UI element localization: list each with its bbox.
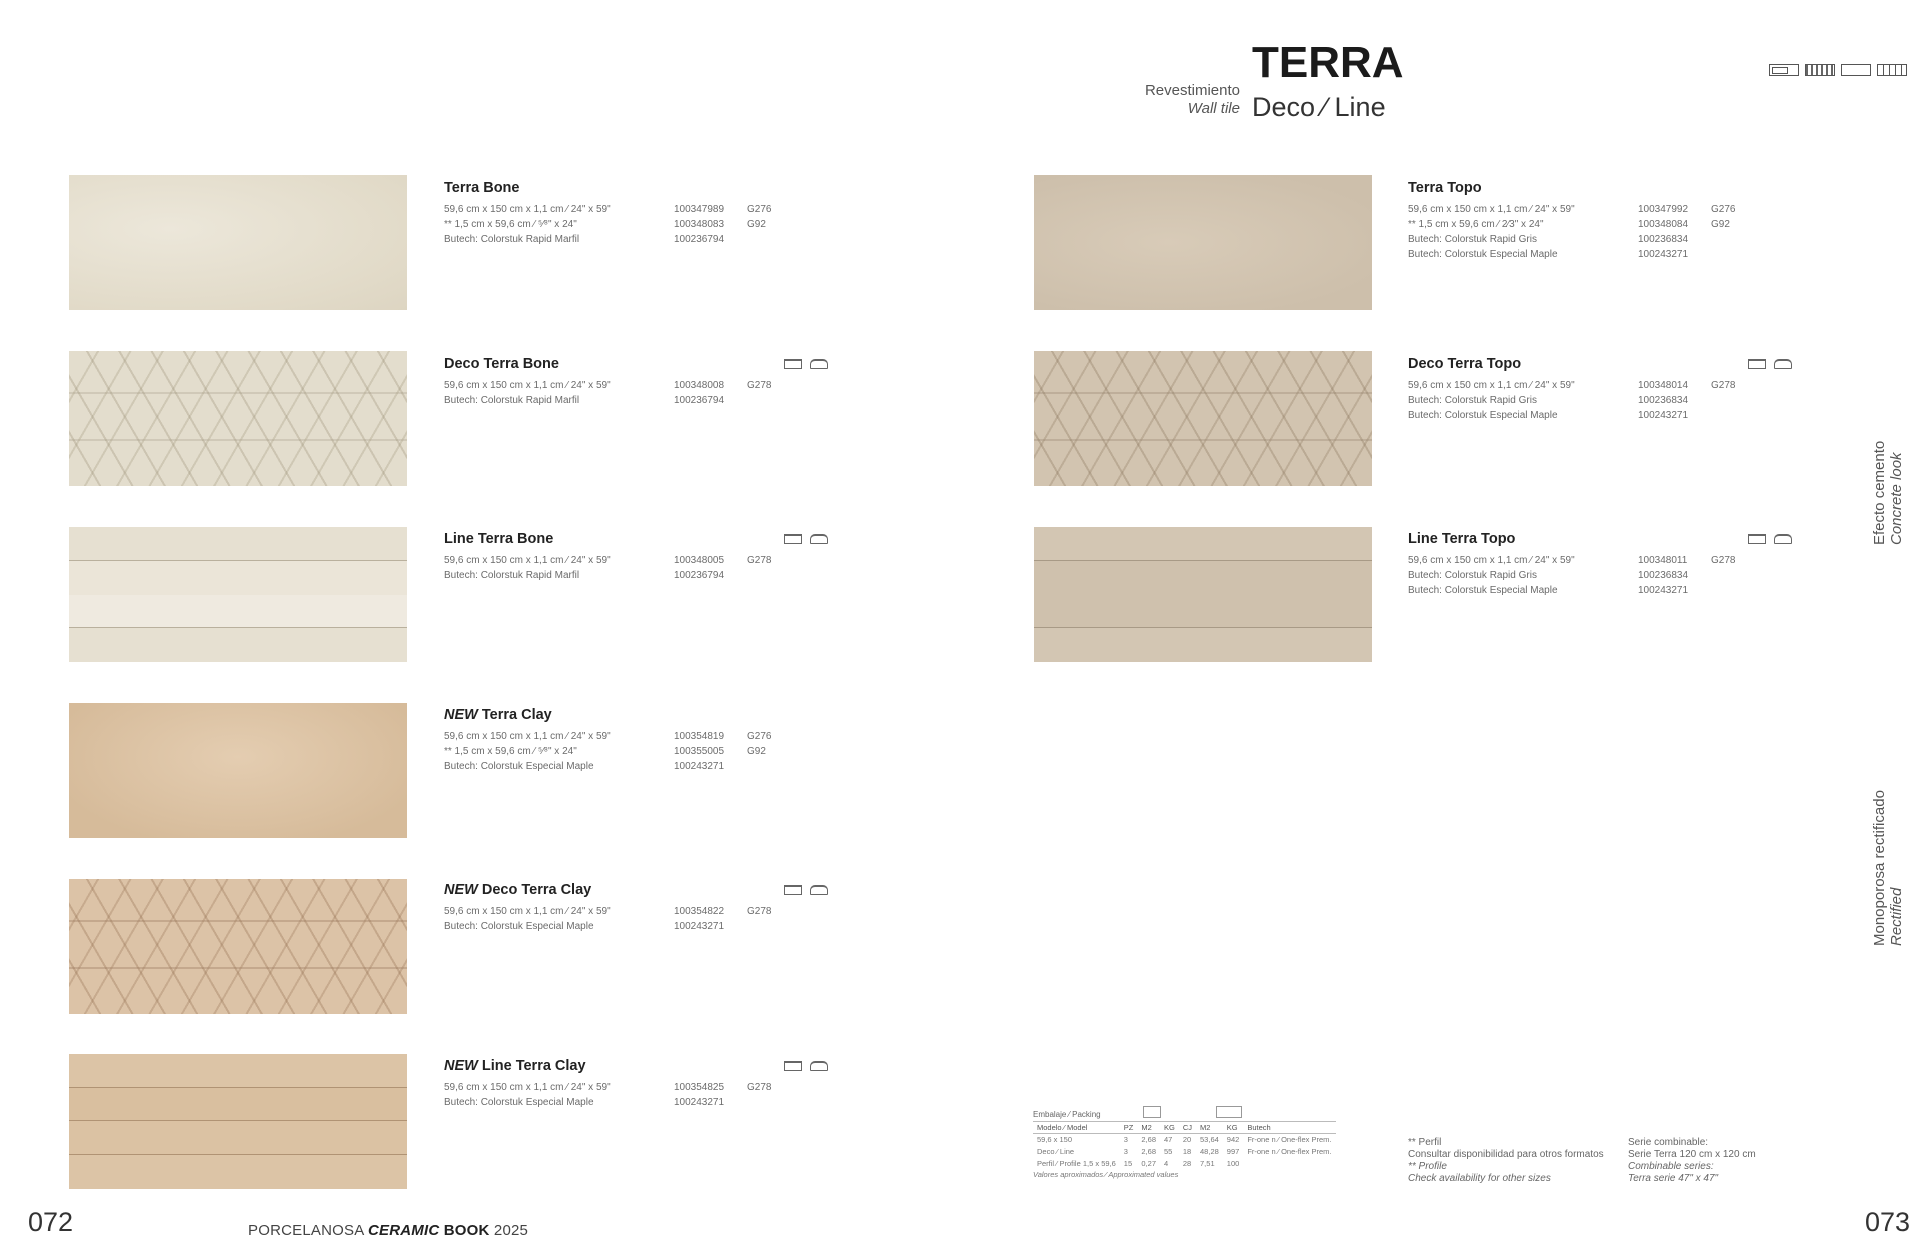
spec-row: 59,6 cm x 150 cm x 1,1 cm ⁄ 24" x 59" 100354822 G278: [444, 906, 772, 917]
new-label: NEW: [444, 707, 478, 723]
revestimiento-label: Revestimiento: [1144, 82, 1240, 99]
collection-subtitle: Deco ⁄ Line: [1252, 92, 1386, 122]
spec-row: 59,6 cm x 150 cm x 1,1 cm ⁄ 24" x 59" 100347992 G276: [1408, 204, 1736, 215]
format-icons: [1769, 64, 1907, 76]
product-title: Deco Terra Clay: [481, 882, 592, 898]
spec-row: ** 1,5 cm x 59,6 cm ⁄ 2⁄3" x 24" 100348084 G92: [1408, 219, 1730, 230]
tile-image-line-terra-topo: [1034, 527, 1372, 662]
table-row: 59,6 x 150 3 2,68 47 20 53,64 942 Fr-one n ⁄ One-flex Prem.: [1037, 1135, 1332, 1145]
combinable-series-notes: Serie combinable: Serie Terra 120 cm x 120 cm Combinable series: Terra serie 47" x 47": [1628, 1137, 1756, 1184]
product-info: [444, 707, 864, 774]
spec-row: 59,6 cm x 150 cm x 1,1 cm ⁄ 24" x 59" 100354825 G278: [444, 1082, 772, 1093]
brand-footer: [248, 1222, 528, 1239]
collection-title: TERRA: [1252, 38, 1404, 87]
spec-row: Butech: Colorstuk Rapid Gris 100236834: [1408, 570, 1689, 581]
transport-icon: [810, 885, 828, 895]
spec-row: 59,6 cm x 150 cm x 1,1 cm ⁄ 24" x 59" 100347989 G276: [444, 204, 772, 215]
spec-row: Butech: Colorstuk Rapid Gris 100236834: [1408, 234, 1689, 245]
spec-row: 59,6 cm x 150 cm x 1,1 cm ⁄ 24" x 59" 100348011 G278: [1408, 555, 1736, 566]
product-info: [444, 356, 864, 408]
pallet-icon: [784, 359, 802, 369]
product-title: Line Terra Clay: [481, 1058, 586, 1074]
box-icon: [1143, 1106, 1161, 1118]
brand-book: BOOK: [443, 1222, 490, 1239]
concrete-look-label: Concrete look: [1888, 452, 1905, 545]
product-info: [1408, 180, 1828, 262]
pallet-icon: [1216, 1106, 1242, 1118]
table-row: Deco ⁄ Line 3 2,68 55 18 48,28 997 Fr-one n ⁄ One-flex Prem.: [1037, 1147, 1332, 1156]
spec-row: Butech: Colorstuk Rapid Marfil 100236794: [444, 570, 725, 581]
pallet-icon: [784, 885, 802, 895]
pallet-icon: [784, 1061, 802, 1071]
tile-image-line-terra-bone: [69, 527, 407, 662]
tile-image-deco-terra-bone: [69, 351, 407, 486]
page-number-right: 073: [1865, 1207, 1911, 1237]
wall-tile-label: Wall tile: [1187, 100, 1240, 117]
transport-icon: [810, 359, 828, 369]
product-info: [444, 180, 864, 247]
tile-image-terra-topo: [1034, 175, 1372, 310]
tile-image-deco-terra-topo: [1034, 351, 1372, 486]
packing-table: Embalaje ⁄ Packing Modelo ⁄ Model PZ M2 KG CJ M2 KG Butech 59,6 x 150 3 2,68 47 20 53,64 942 Fr-one n ⁄ One-flex Prem. Deco ⁄ Line 3 2,68 55 18 48,28 997 Fr-one n ⁄ One-flex Prem. Perfil ⁄ Profile 1,5 x 59,6 15 0,27 4 28 7,51 100 Valores aproximados ⁄ Approximated values: [1033, 1110, 1336, 1179]
page-number-left: 072: [28, 1207, 74, 1237]
transport-icon: [810, 534, 828, 544]
product-info: [444, 882, 864, 934]
spec-row: 59,6 cm x 150 cm x 1,1 cm ⁄ 24" x 59" 100348014 G278: [1408, 380, 1736, 391]
packing-footnote: Valores aproximados ⁄ Approximated values: [1033, 1169, 1179, 1179]
spec-row: Butech: Colorstuk Rapid Marfil 100236794: [444, 395, 725, 406]
spec-row: 59,6 cm x 150 cm x 1,1 cm ⁄ 24" x 59" 100348005 G278: [444, 555, 772, 566]
pallet-icon: [784, 534, 802, 544]
product-title: Terra Topo: [1408, 180, 1482, 196]
product-name: [444, 180, 864, 198]
spec-row: Butech: Colorstuk Especial Maple 100243271: [1408, 585, 1689, 596]
tile-image-line-terra-clay: [69, 1054, 407, 1189]
product-info: [444, 531, 864, 583]
monoporosa-label: Monoporosa rectificado: [1871, 790, 1888, 946]
pallet-icon: [1748, 534, 1766, 544]
tile-format-icon: [1805, 64, 1835, 76]
product-name: [444, 707, 864, 725]
new-label: NEW: [444, 882, 478, 898]
profile-notes: ** Perfil Consultar disponibilidad para otros formatos ** Profile Check availability for other sizes: [1408, 1137, 1604, 1184]
side-label-rectified: [1871, 790, 1905, 946]
transport-icon: [1774, 534, 1792, 544]
transport-icon: [810, 1061, 828, 1071]
tile-image-deco-terra-clay: [69, 879, 407, 1014]
product-title: Deco Terra Bone: [444, 356, 559, 372]
spec-row: Butech: Colorstuk Especial Maple 100243271: [444, 761, 725, 772]
product-title: Line Terra Topo: [1408, 531, 1516, 547]
product-title: Line Terra Bone: [444, 531, 554, 547]
spec-row: 59,6 cm x 150 cm x 1,1 cm ⁄ 24" x 59" 100354819 G276: [444, 731, 772, 742]
spec-row: Butech: Colorstuk Especial Maple 100243271: [1408, 249, 1689, 260]
tile-format-icon: [1769, 64, 1799, 76]
side-label-concrete: [1871, 441, 1905, 545]
product-info: [444, 1058, 864, 1110]
product-info: [1408, 356, 1828, 423]
spec-row: Butech: Colorstuk Rapid Gris 100236834: [1408, 395, 1689, 406]
brand-name: PORCELANOSA: [248, 1222, 364, 1239]
tile-image-terra-bone: [69, 175, 407, 310]
brand-ceramic: CERAMIC: [367, 1222, 440, 1239]
spec-row: ** 1,5 cm x 59,6 cm ⁄ ⁵⁄⁸" x 24" 100355005 G92: [444, 746, 766, 757]
brand-year: 2025: [493, 1222, 529, 1239]
spec-row: ** 1,5 cm x 59,6 cm ⁄ ⁵⁄⁸" x 24" 100348083 G92: [444, 219, 766, 230]
product-title: Deco Terra Topo: [1408, 356, 1522, 372]
product-info: [1408, 531, 1828, 598]
efecto-cemento-label: Efecto cemento: [1871, 440, 1888, 545]
spec-row: Butech: Colorstuk Especial Maple 100243271: [444, 1097, 725, 1108]
pallet-icon: [1748, 359, 1766, 369]
new-label: NEW: [444, 1058, 478, 1074]
spec-row: Butech: Colorstuk Especial Maple 100243271: [1408, 410, 1689, 421]
transport-icon: [1774, 359, 1792, 369]
spec-row: 59,6 cm x 150 cm x 1,1 cm ⁄ 24" x 59" 100348008 G278: [444, 380, 772, 391]
tile-format-icon: [1841, 64, 1871, 76]
header-subtitle: [1145, 82, 1240, 118]
tile-image-terra-clay: [69, 703, 407, 838]
table-row: Perfil ⁄ Profile 1,5 x 59,6 15 0,27 4 28 7,51 100: [1037, 1159, 1240, 1168]
product-name: [1408, 180, 1828, 198]
spec-row: Butech: Colorstuk Especial Maple 100243271: [444, 921, 725, 932]
tile-format-icon: [1877, 64, 1907, 76]
product-title: Terra Clay: [481, 707, 552, 723]
rectified-label: Rectified: [1888, 887, 1905, 946]
product-title: Terra Bone: [444, 180, 520, 196]
packing-title: Embalaje ⁄ Packing: [1033, 1110, 1101, 1119]
spec-row: Butech: Colorstuk Rapid Marfil 100236794: [444, 234, 725, 245]
